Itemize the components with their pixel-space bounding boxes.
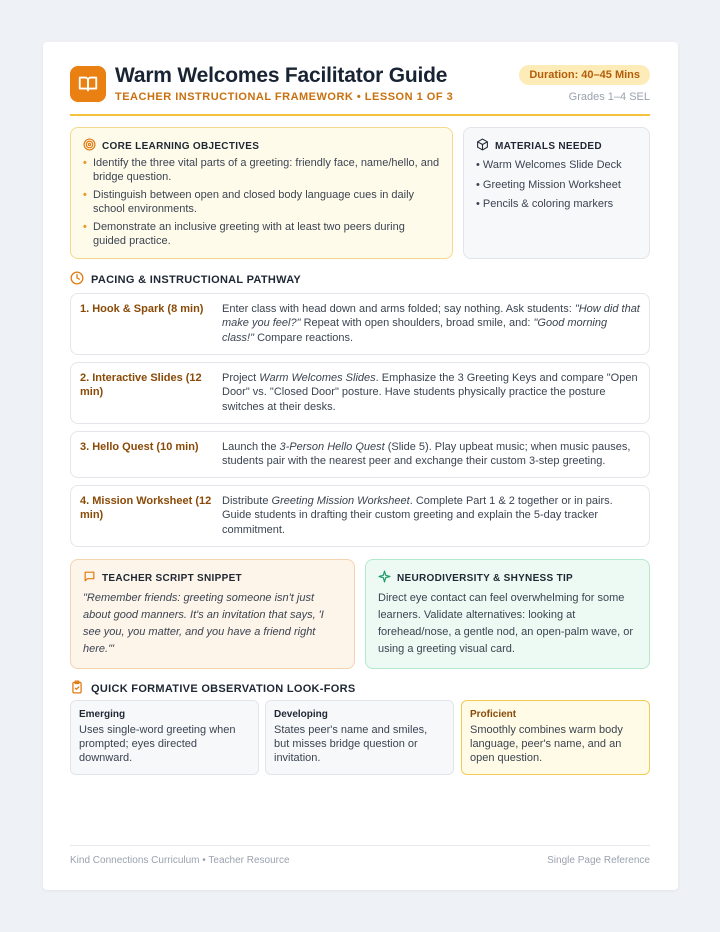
step-text: Project (222, 372, 260, 384)
objective-item: • Identify the three vital parts of a greeting: friendly face, name/hello, and bridge question. (83, 156, 440, 184)
neuro-heading: NEURODIVERSITY & SHYNESS TIP (397, 572, 574, 584)
lookfor-card-proficient (461, 700, 650, 775)
step-description (222, 494, 641, 537)
step-text: Distribute (222, 495, 272, 507)
page-subtitle: TEACHER INSTRUCTIONAL FRAMEWORK • LESSON 1 OF 3 (115, 91, 454, 103)
materials-list (476, 158, 637, 211)
step-title: 3. Hello Quest (10 min) (80, 441, 199, 453)
lookfor-level-title: Developing (274, 709, 328, 720)
step-text: . Complete Part 1 & 2 together or in pairs. Guide students in drafting their custom greeting and explain the 5-day tracker commitment. (222, 495, 613, 536)
step-text: Enter class with head down and arms folded; say nothing. Ask students: (222, 303, 575, 315)
lookfor-level-text: Uses single-word greeting when prompted; eyes directed downward. (79, 724, 236, 764)
neurodiversity-card (365, 559, 650, 669)
lookfor-level-text: States peer's name and smiles, but misses bridge question or invitation. (274, 724, 428, 764)
objectives-list (83, 156, 440, 248)
target-icon (83, 138, 96, 154)
step-description (222, 440, 641, 469)
script-card (70, 559, 355, 669)
clock-icon (70, 271, 84, 288)
lookfor-level-text: Smoothly combines warm body language, peer's name, and an open question. (470, 724, 623, 764)
lookfor-card-emerging (70, 700, 259, 775)
book-open-icon (70, 66, 106, 102)
clipboard-check-icon (70, 680, 84, 697)
lookfors-section-header (70, 680, 356, 697)
page-header (70, 42, 650, 116)
material-item: • Pencils & coloring markers (476, 198, 614, 210)
sparkle-icon (378, 570, 391, 586)
materials-heading: MATERIALS NEEDED (495, 140, 602, 152)
lookfors-heading: QUICK FORMATIVE OBSERVATION LOOK-FORS (91, 682, 356, 695)
speech-bubble-icon (83, 570, 96, 586)
objectives-heading: CORE LEARNING OBJECTIVES (102, 140, 260, 152)
neuro-text: Direct eye contact can feel overwhelming for some learners. Validate alternatives: looking at forehead/nose, a gentle nod, an open-palm wave, or using a greeting visual card. (378, 592, 634, 655)
material-item: • Warm Welcomes Slide Deck (476, 159, 622, 171)
step-text: Compare reactions. (254, 331, 354, 344)
step-text: . Emphasize the 3 Greeting Keys and compare "Open Door" vs. "Closed Door" posture. Have students physically practice the posture switches at their desks. (222, 372, 638, 413)
page-title: Warm Welcomes Facilitator Guide (115, 64, 448, 87)
pacing-step (70, 431, 650, 478)
pacing-step (70, 293, 650, 355)
footer-left: Kind Connections Curriculum • Teacher Resource (70, 855, 290, 866)
step-emphasis: "Good morning class!" (222, 317, 608, 344)
step-description (222, 371, 641, 414)
step-title: 4. Mission Worksheet (12 min) (80, 495, 212, 521)
objective-item: • Distinguish between open and closed body language cues in daily school environments. (83, 188, 440, 216)
pacing-step (70, 362, 650, 424)
step-text: (Slide 5). Play upbeat music; when music pauses, students pair with the nearest peer and exchange their custom 3-step greeting. (222, 441, 631, 468)
guide-page (43, 42, 678, 890)
step-text: Launch the (222, 441, 280, 453)
lookfor-card-developing (265, 700, 454, 775)
pacing-section-header (70, 271, 301, 288)
duration-badge: Duration: 40–45 Mins (519, 65, 650, 85)
objective-item: • Demonstrate an inclusive greeting with at least two peers during guided practice. (83, 220, 440, 248)
step-emphasis: Warm Welcomes Slides (259, 372, 376, 384)
step-title: 2. Interactive Slides (12 min) (80, 372, 202, 398)
step-description (222, 302, 641, 345)
step-emphasis: Greeting Mission Worksheet (271, 495, 410, 507)
grade-level: Grades 1–4 SEL (568, 91, 650, 103)
pacing-heading: PACING & INSTRUCTIONAL PATHWAY (91, 273, 302, 286)
box-icon (476, 138, 489, 154)
material-item: • Greeting Mission Worksheet (476, 178, 621, 191)
lookfor-level-title: Proficient (470, 709, 517, 720)
step-emphasis: 3-Person Hello Quest (279, 441, 385, 453)
step-title: 1. Hook & Spark (8 min) (80, 303, 204, 315)
script-heading: TEACHER SCRIPT SNIPPET (102, 572, 242, 584)
step-emphasis: "How did that make you feel?" (222, 303, 640, 330)
lookfor-level-title: Emerging (79, 709, 126, 720)
footer-right: Single Page Reference (547, 855, 650, 866)
materials-card (463, 127, 650, 259)
pacing-step (70, 485, 650, 547)
step-text: Repeat with open shoulders, broad smile, and: (300, 317, 534, 330)
objectives-card (70, 127, 453, 259)
script-text: "Remember friends: greeting someone isn't just about good manners. It's an invitation that says, 'I see you, you matter, and you have a friend right here.'" (83, 592, 324, 655)
page-footer (70, 845, 650, 866)
